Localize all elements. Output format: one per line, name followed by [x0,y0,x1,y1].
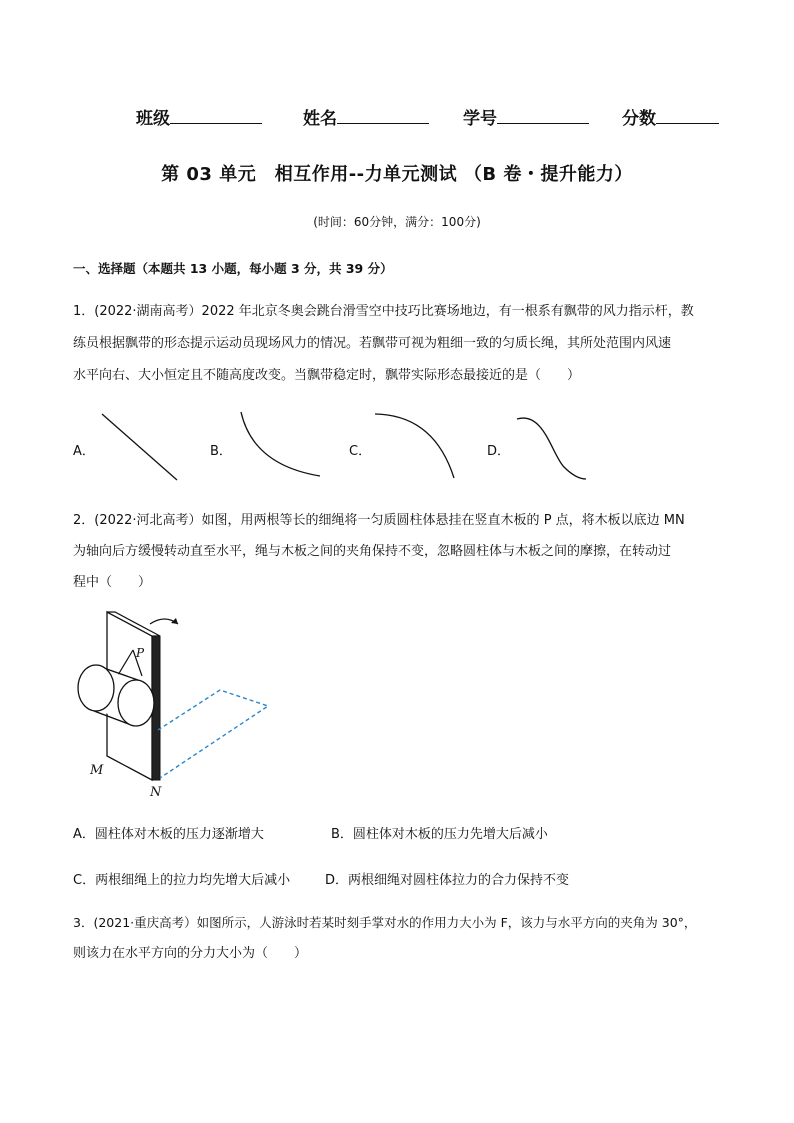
student-id-blank[interactable] [497,107,589,124]
q2-option-a[interactable]: A．圆柱体对木板的压力逐渐增大 [73,827,264,842]
q1-figure-a [100,412,180,482]
q2-option-c[interactable]: C．两根细绳上的拉力均先增大后减小 [73,873,291,888]
exam-info: (时间：60分钟，满分：100分) [313,215,481,229]
q1-line-3: 水平向右、大小恒定且不随高度改变。当飘带稳定时，飘带实际形态最接近的是（ ） [73,368,581,383]
cylinder-front-face [118,680,154,726]
label-p: P [136,646,145,660]
q1-option-a[interactable]: A． [73,444,95,459]
q1-option-d[interactable]: D． [487,444,511,459]
page-title: 第 03 单元 相互作用--力单元测试 （B 卷・提升能力） [161,164,633,185]
q2-option-b[interactable]: B．圆柱体对木板的压力先增大后减小 [331,827,548,842]
label-m: M [90,763,104,778]
q3-line-2: 则该力在水平方向的分力大小为（ ） [73,946,308,961]
class-field [136,104,262,129]
q1-option-b[interactable]: B． [210,444,232,459]
q1-option-c[interactable]: C． [349,444,372,459]
class-blank[interactable] [170,107,262,124]
q1-figure-c [372,410,457,482]
label-n: N [150,785,162,800]
q3-line-1: 3．(2021·重庆高考）如图所示，人游泳时若某时刻手掌对水的作用力大小为 F，该力与水平方向的夹角为 30°， [73,915,697,930]
rotated-board-outline [158,690,268,778]
q2-line-1: 2．(2022·河北高考）如图，用两根等长的细绳将一匀质圆柱体悬挂在竖直木板的 P 点，将木板以底边 MN [73,513,685,528]
student-id-label: 学号 [463,109,497,129]
cylinder-back-face [78,665,114,711]
name-blank[interactable] [337,107,429,124]
score-blank[interactable] [656,107,719,124]
class-label: 班级 [136,109,170,129]
q2-line-3: 程中（ ） [73,575,152,590]
student-id-field [463,104,589,129]
score-field [622,104,719,129]
q2-line-2: 为轴向后方缓慢转动直至水平，绳与木板之间的夹角保持不变，忽略圆柱体与木板之间的摩擦，在转动过 [73,544,672,559]
q1-figure-b [238,410,323,480]
score-label: 分数 [622,109,656,129]
name-field [303,104,429,129]
q1-line-1: 1．(2022·湖南高考）2022 年北京冬奥会跳台滑雪空中技巧比赛场地边，有一根系有飘带的风力指示杆，教 [73,304,694,319]
name-label: 姓名 [303,109,337,129]
section-heading: 一、选择题（本题共 13 小题，每小题 3 分，共 39 分） [73,261,393,276]
q2-option-d[interactable]: D．两根细绳对圆柱体拉力的合力保持不变 [325,873,570,888]
q1-figure-d [514,415,589,483]
q1-line-2: 练员根据飘带的形态提示运动员现场风力的情况。若飘带可视为粗细一致的匀质长绳，其所处范围内风速 [73,336,672,351]
